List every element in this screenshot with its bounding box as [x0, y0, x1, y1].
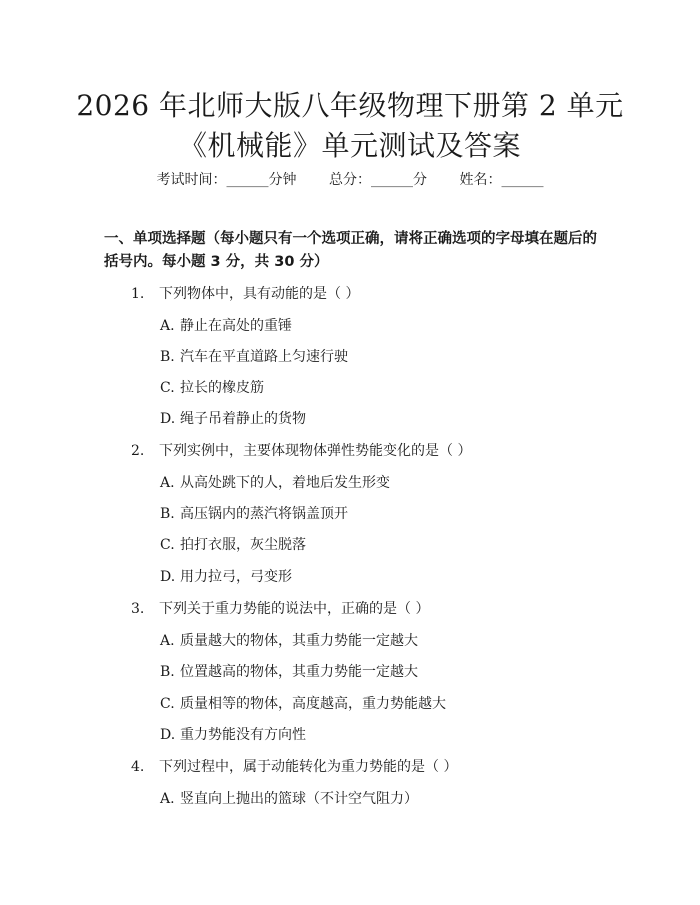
option-item: [160, 788, 418, 808]
option-text: 绳子吊着静止的货物: [180, 411, 306, 427]
option-letter: B.: [160, 664, 175, 680]
option-item: [160, 724, 306, 744]
question-item: [131, 440, 471, 460]
question-text: 下列实例中，主要体现物体弹性势能变化的是（ ）: [159, 443, 472, 459]
option-text: 拍打衣服，灰尘脱落: [180, 537, 306, 553]
option-letter: D.: [160, 411, 176, 427]
question-number: 3.: [131, 601, 145, 617]
option-letter: C.: [160, 696, 175, 712]
option-letter: B.: [160, 506, 175, 522]
option-letter: C.: [160, 537, 175, 553]
option-text: 用力拉弓，弓变形: [180, 569, 292, 585]
question-text: 下列物体中，具有动能的是（ ）: [159, 286, 360, 302]
document-title-line-1: 2026 年北师大版八年级物理下册第 2 单元: [76, 89, 624, 122]
option-item: [160, 346, 348, 366]
option-text: 从高处跳下的人，着地后发生形变: [180, 475, 390, 491]
option-item: [160, 377, 264, 397]
option-text: 位置越高的物体，其重力势能一定越大: [180, 664, 418, 680]
option-text: 质量越大的物体，其重力势能一定越大: [180, 633, 418, 649]
option-letter: D.: [160, 727, 176, 743]
option-item: [160, 408, 306, 428]
option-item: [160, 315, 292, 335]
option-text: 拉长的橡皮筋: [180, 380, 264, 396]
option-item: [160, 472, 390, 492]
option-text: 静止在高处的重锤: [180, 318, 292, 334]
question-number: 1.: [131, 286, 145, 302]
question-number: 2.: [131, 443, 145, 459]
option-letter: C.: [160, 380, 175, 396]
question-number: 4.: [131, 759, 145, 775]
option-text: 竖直向上抛出的篮球（不计空气阻力）: [180, 791, 418, 807]
option-item: [160, 693, 446, 713]
option-text: 高压锅内的蒸汽将锅盖顶开: [180, 506, 348, 522]
option-item: [160, 503, 348, 523]
option-text: 汽车在平直道路上匀速行驶: [180, 349, 348, 365]
question-item: [131, 756, 457, 776]
option-letter: A.: [160, 475, 175, 491]
question-text: 下列关于重力势能的说法中，正确的是（ ）: [159, 601, 430, 617]
question-item: [131, 283, 359, 303]
option-item: [160, 566, 292, 586]
exam-info-line: [0, 169, 700, 189]
option-letter: A.: [160, 318, 175, 334]
option-letter: B.: [160, 349, 175, 365]
section-heading: 一、单项选择题（每小题只有一个选项正确，请将正确选项的字母填在题后的括号内。每小题 3 分，共 30 分）: [104, 231, 597, 270]
option-text: 质量相等的物体，高度越高，重力势能越大: [180, 696, 446, 712]
option-letter: D.: [160, 569, 176, 585]
option-letter: A.: [160, 791, 175, 807]
student-name-field: 姓名：______: [459, 172, 544, 188]
option-item: [160, 661, 418, 681]
document-title-line-2: 《机械能》单元测试及答案: [178, 129, 521, 162]
option-letter: A.: [160, 633, 175, 649]
exam-time-field: 考试时间：______分钟: [156, 172, 297, 188]
option-item: [160, 534, 306, 554]
question-text: 下列过程中，属于动能转化为重力势能的是（ ）: [159, 759, 458, 775]
option-text: 重力势能没有方向性: [180, 727, 306, 743]
question-item: [131, 598, 429, 618]
total-score-field: 总分：______分: [329, 172, 427, 188]
option-item: [160, 630, 418, 650]
